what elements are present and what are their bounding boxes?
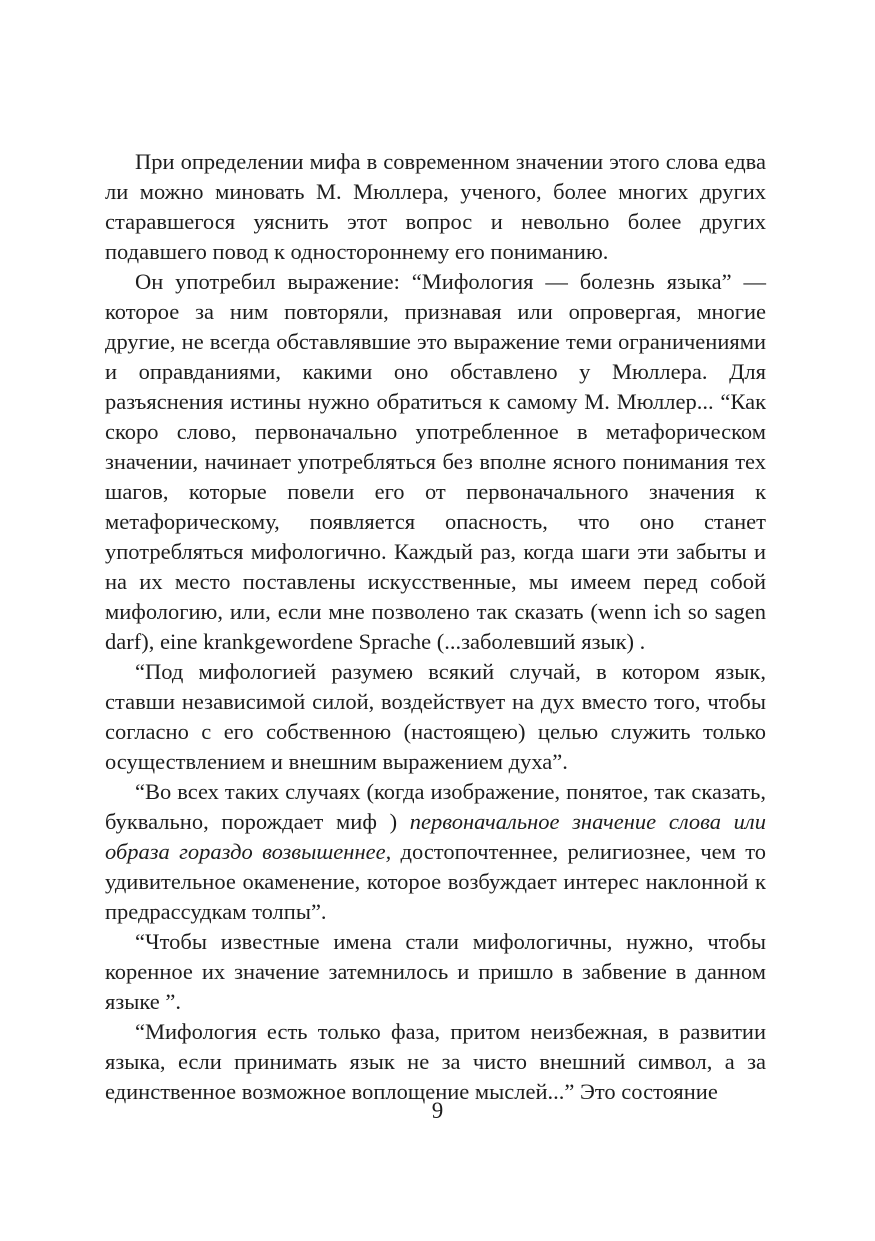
paragraph-1: При определении мифа в современном значении этого слова едва ли можно миновать М. Мюллера, ученого, более многих других старавшегося уяснить этот вопрос и невольно более других подавшего повод к одностороннему его пониманию. [105, 149, 766, 264]
page-number: 9 [431, 1098, 444, 1123]
paragraph-4-segment-normal: “Во всех таких случаях (когда изображение, понятое, так сказать, буквально, порождает миф ) [105, 779, 766, 834]
paragraph-2: Он употребил выражение: “Мифология — болезнь языка” — которое за ним повторяли, признавая или опровергая, многие другие, не всегда обставлявшие это выражение теми ограничениями и оправданиями, какими оно обставлено у Мюллера. Для разъяснения истины нужно обратиться к самому М. Мюллер... “Как скоро слово, первоначально употребленное в метафорическом значении, начинает употребляться без вполне ясного понимания тех шагов, которые повели его от первоначального значения к метафорическому, появляется опасность, что оно станет употребляться мифологично. Каждый раз, когда шаги эти забыты и на их место поставлены искусственные, мы имеем перед собой мифологию, или, если мне позволено так сказать (wenn ich so sagen darf), eine krankgewordene Sprache (...заболевший язык) . [105, 269, 766, 654]
paragraph-6: “Мифология есть только фаза, притом неизбежная, в развитии языка, если принимать язык не за чисто внешний символ, а за единственное возможное воплощение мыслей...” Это состояние [105, 1019, 766, 1104]
paragraph-5: “Чтобы известные имена стали мифологичны, нужно, чтобы коренное их значение затемнилось и пришло в забвение в данном языке ”. [105, 929, 766, 1014]
text-block [105, 147, 766, 1107]
paragraph-4 [105, 777, 766, 927]
paragraph-4-segment-italic: первоначальное значение слова или образа гораздо возвышеннее, [105, 809, 766, 864]
paragraph-3: “Под мифологией разумею всякий случай, в котором язык, ставши независимой силой, воздействует на дух вместо того, чтобы согласно с его собственною (настоящею) целью служить только осуществлением и внешним выражением духа”. [105, 659, 766, 774]
paragraph-4-segment-normal: достопочтеннее, религиознее, чем то удивительное окаменение, которое возбуждает интерес наклонной к предрассудкам толпы”. [105, 839, 766, 924]
